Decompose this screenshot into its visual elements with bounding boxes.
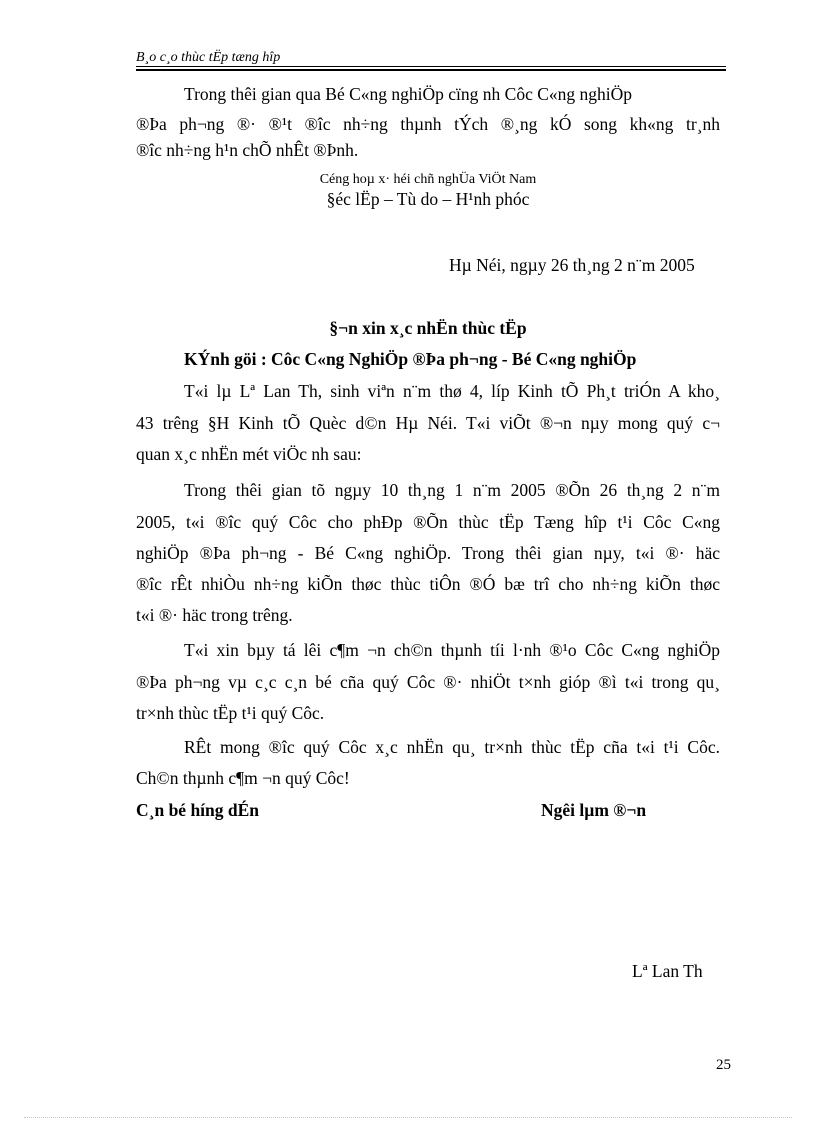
- date-line: Hµ Néi, ngµy 26 th¸ng 2 n¨m 2005: [449, 255, 695, 275]
- header-rule-thick: [136, 69, 726, 71]
- applicant-name: Lª Lan Th: [632, 961, 703, 981]
- body-line: RÊt mong ®îc quý Côc x¸c nhËn qu¸ tr×nh thùc tËp cña t«i t¹i Côc.: [184, 737, 720, 757]
- body-line: nghiÖp ®Þa ph¬ng - Bé C«ng nghiÖp. Trong thêi gian nµy, t«i ®· häc: [136, 543, 720, 563]
- body-line: T«i lµ Lª Lan Th, sinh viªn n¨m thø 4, líp Kinh tÕ Ph¸t triÓn A kho¸: [184, 381, 720, 401]
- body-line: quan x¸c nhËn mét viÖc nh sau:: [136, 444, 362, 464]
- page-number: 25: [716, 1057, 731, 1073]
- applicant-signature-label: Ngêi lµm ®¬n: [541, 800, 647, 820]
- intro-line: ®îc nh÷ng h¹n chÕ nhÊt ®Þnh.: [136, 140, 359, 160]
- body-line: ®îc rÊt nhiÒu nh÷ng kiÕn thøc thùc tiÔn ®Ó bæ trî cho nh÷ng kiÕn thøc: [136, 574, 720, 594]
- salutation: KÝnh göi : Côc C«ng NghiÖp ®Þa ph¬ng - Bé C«ng nghiÖp: [184, 349, 637, 369]
- header-rule-thin: [136, 66, 726, 67]
- intro-line: Trong thêi gian qua Bé C«ng nghiÖp cïng nh Côc C«ng nghiÖp: [184, 84, 633, 104]
- supervisor-signature-label: C¸n bé híng dÉn: [136, 800, 260, 820]
- body-line: 43 trêng §H Kinh tÕ Quèc d©n Hµ Néi. T«i viÕt ®¬n nµy mong quý c¬: [136, 413, 720, 433]
- running-header: B¸o c¸o thùc tËp tæng hîp: [136, 50, 281, 65]
- page-bottom-divider: [24, 1117, 792, 1118]
- body-line: 2005, t«i ®îc quý Côc cho phÐp ®Õn thùc tËp Tæng hîp t¹i Côc C«ng: [136, 512, 720, 532]
- body-line: Ch©n thµnh c¶m ¬n quý Côc!: [136, 768, 350, 788]
- national-title: Céng hoµ x· héi chñ nghÜa ViÖt Nam: [319, 172, 537, 187]
- body-line: Trong thêi gian tõ ngµy 10 th¸ng 1 n¨m 2005 ®Õn 26 th¸ng 2 n¨m: [184, 480, 720, 500]
- body-line: tr×nh thùc tËp t¹i quý Côc.: [136, 703, 325, 723]
- body-line: ®Þa ph¬ng vµ c¸c c¸n bé cña quý Côc ®· nhiÖt t×nh gióp ®ì t«i trong qu¸: [136, 672, 720, 692]
- intro-line: ®Þa ph¬ng ®· ®¹t ®îc nh÷ng thµnh tÝch ®¸ng kÓ song kh«ng tr¸nh: [136, 114, 720, 134]
- body-line: T«i xin bµy tá lêi c¶m ¬n ch©n thµnh tíi l·nh ®¹o Côc C«ng nghiÖp: [184, 640, 720, 660]
- national-motto: §éc lËp – Tù do – H¹nh phóc: [326, 189, 530, 209]
- letter-title: §¬n xin x¸c nhËn thùc tËp: [329, 318, 527, 338]
- body-line: t«i ®· häc trong trêng.: [136, 605, 293, 625]
